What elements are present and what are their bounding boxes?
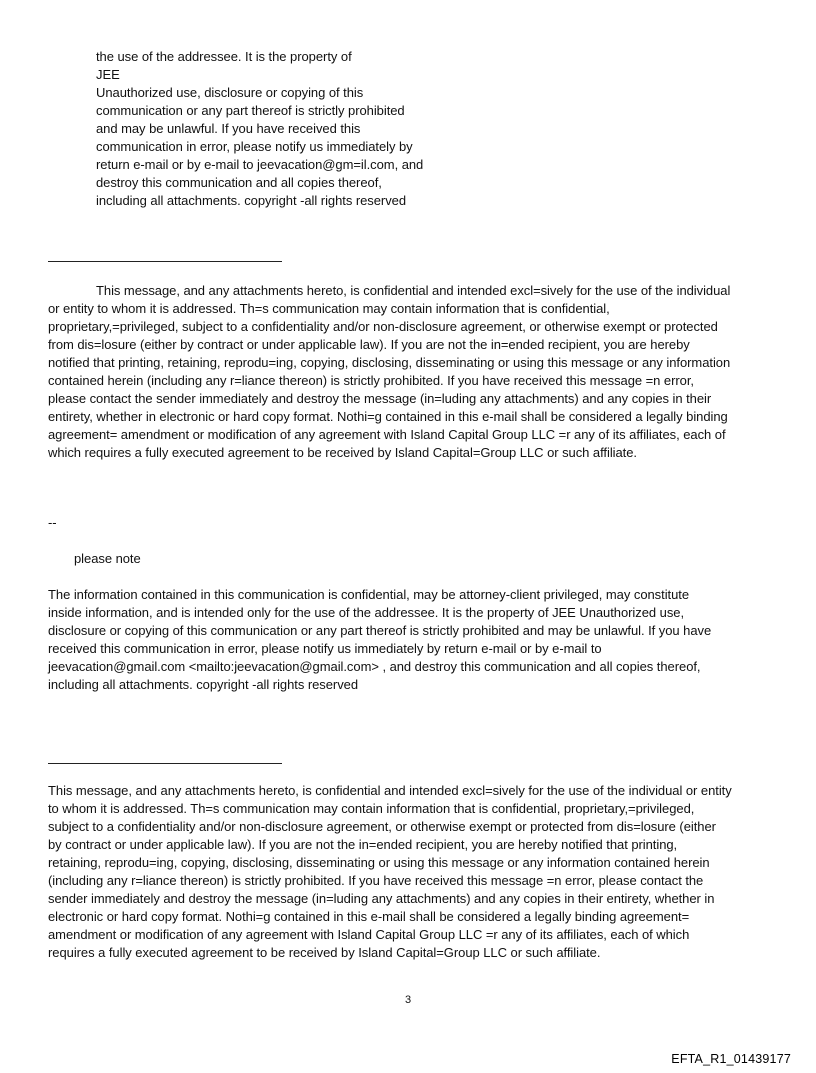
text-line: or entity to whom it is addressed. Th=s communication may contain information that is confidential, (48, 301, 610, 316)
text-line: inside information, and is intended only for the use of the addressee. It is the property of JEE Unauthorized use, (48, 605, 685, 620)
text-line: jeevacation@gmail.com <mailto:jeevacation@gmail.com> , and destroy this communication and all copies thereof, (48, 659, 701, 674)
text-line: communication in error, please notify us immediately by (96, 139, 413, 154)
text-line: to whom it is addressed. Th=s communication may contain information that is confidential, proprietary,=privileged, (48, 801, 695, 816)
horizontal-rule (48, 261, 282, 262)
text-line: including all attachments. copyright -all rights reserved (48, 677, 359, 692)
text-line: electronic or hard copy format. Nothi=g contained in this e-mail shall be considered a legally binding agreement= (48, 909, 690, 924)
text-line: (including any r=liance thereon) is strictly prohibited. If you have received this message =n error, please contact the (48, 873, 704, 888)
page-number: 3 (404, 994, 412, 1006)
text-line: contained herein (including any r=liance thereon) is strictly prohibited. If you have received this message =n error, (48, 373, 694, 388)
text-line: Unauthorized use, disclosure or copying of this (96, 85, 364, 100)
text-line: requires a fully executed agreement to be received by Island Capital=Group LLC or such affiliate. (48, 945, 601, 960)
text-line: retaining, reprodu=ing, copying, disclosing, disseminating or using this message or any information contained herein (48, 855, 710, 870)
signature-separator: -- (48, 515, 57, 530)
horizontal-rule (48, 763, 282, 764)
text-line: entirety, whether in electronic or hard copy format. Nothi=g contained in this e-mail shall be considered a legally binding (48, 409, 728, 424)
text-line: amendment or modification of any agreement with Island Capital Group LLC =r any of its affiliates, each of which (48, 927, 690, 942)
text-line: proprietary,=privileged, subject to a confidentiality and/or non-disclosure agreement, or otherwise exempt or protected (48, 319, 718, 334)
text-line: This message, and any attachments hereto, is confidential and intended excl=sively for the use of the individual or entity (48, 783, 732, 798)
text-line: which requires a fully executed agreement to be received by Island Capital=Group LLC or such affiliate. (48, 445, 637, 460)
text-line: agreement= amendment or modification of any agreement with Island Capital Group LLC =r any of its affiliates, each of (48, 427, 726, 442)
text-line: This message, and any attachments hereto, is confidential and intended excl=sively for the use of the individual (96, 283, 731, 298)
text-line: The information contained in this communication is confidential, may be attorney-client privileged, may constitute (48, 587, 690, 602)
text-line: please contact the sender immediately and destroy the message (in=luding any attachments) and any copies in their (48, 391, 712, 406)
text-line: sender immediately and destroy the message (in=luding any attachments) and any copies in their entirety, whether in (48, 891, 715, 906)
text-line: JEE (96, 67, 120, 82)
text-line: received this communication in error, please notify us immediately by return e-mail or by e-mail to (48, 641, 602, 656)
text-line: return e-mail or by e-mail to jeevacation@gm=il.com, and (96, 157, 424, 172)
text-line: destroy this communication and all copies thereof, (96, 175, 382, 190)
bates-number: EFTA_R1_01439177 (671, 1052, 791, 1066)
text-line: communication or any part thereof is strictly prohibited (96, 103, 405, 118)
text-line: the use of the addressee. It is the property of (96, 49, 352, 64)
please-note-heading: please note (74, 551, 141, 566)
text-line: subject to a confidentiality and/or non-disclosure agreement, or otherwise exempt or protected from dis=losure (either (48, 819, 716, 834)
text-line: by contract or under applicable law). If you are not the in=ended recipient, you are hereby notified that printing, (48, 837, 678, 852)
text-line: from dis=losure (either by contract or under applicable law). If you are not the in=ended recipient, you are hereby (48, 337, 690, 352)
text-line: and may be unlawful. If you have received this (96, 121, 361, 136)
text-line: including all attachments. copyright -all rights reserved (96, 193, 407, 208)
text-line: disclosure or copying of this communication or any part thereof is strictly prohibited and may be unlawful. If you have (48, 623, 712, 638)
text-line: notified that printing, retaining, reprodu=ing, copying, disclosing, disseminating or using this message or any information (48, 355, 731, 370)
